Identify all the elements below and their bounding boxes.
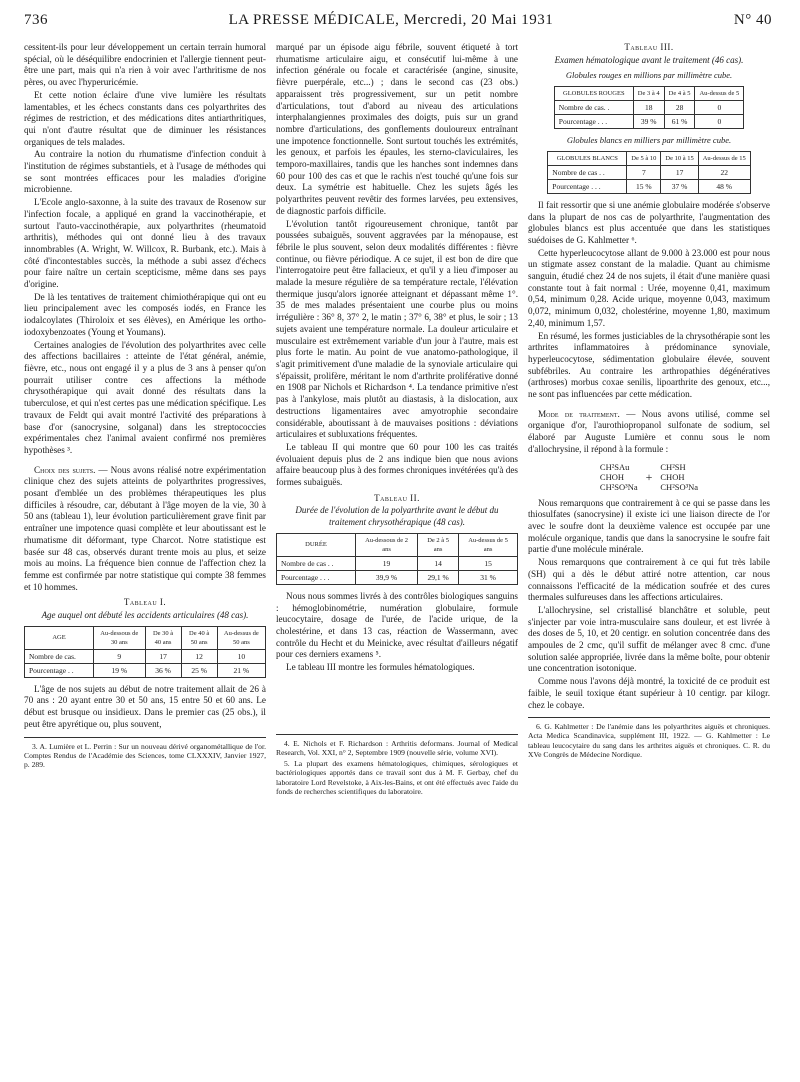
paragraph: L'évolution tantôt rigoureusement chronique, tantôt par poussées subaiguës, souvent aggravées par la ménopause, est fébrile le plus souvent, selon deux modalités différentes : fièvre continue, ou fièvre périodique. A ce sujet, il est bon de dire que l'interrogatoire peut être fallacieux, et qu'il y a lieu d'imposer au malade la mesure régulière de sa température rectale, l'élévation thermique jusqu'alors ignorée atteignant et dépassant même 1°. 35 de mes malades présentaient une courbe plus ou moins irrégulière : 36° 8, 37° 2, le matin ; 37° 6, 38° et plus, le soir ; 13 sujets avaient une température normale. La douleur articulaire et musculaire est extrêmement variable d'un jour à l'autre, mais est plus forte le matin. Au point de vue anatomo-pathologique, il s'agit primitivement d'une maladie de la synoviale articulaire qui s'épaissit, prolifère, méritant le nom d'arthrite proliférative donné en 1908 par Nichols et Richardson ⁴. La tendance primitive n'est pas à l'ankylose, mais plutôt au diastasis, à la dislocation, aux destructions ligamentaires avec amyotrophie secondaire considérable, aboutissant à de mauvaises positions : déviations articulaires et subluxations fréquentes. [276, 218, 518, 440]
table-cell: 14 [418, 556, 459, 570]
table-row [548, 165, 750, 179]
table-cell: 31 % [459, 570, 518, 584]
issue-number: N° 40 [733, 12, 772, 28]
paragraph: L'allochrysine, sel cristallisé blanchâtre et soluble, peut s'injecter par voie intra-musculaire sans douleur, et est livrée à des doses de 5, 10, et 20 centigr. en solution concentrée dans des ampoules de 2 cmc, qu'il suffit de mélanger avec 8 cmc. d'une solution salée appropriée, livrée dans la même boîte, pour obtenir une concentration isotonique. [528, 604, 770, 674]
footnote-divider [528, 717, 770, 718]
table-cell: 22 [698, 165, 750, 179]
table-header: GLOBULES ROUGES [554, 87, 633, 101]
table-row [277, 556, 518, 570]
table-cell: Nombre de cas. [25, 649, 94, 663]
table-row [277, 570, 518, 584]
footnote: 5. La plupart des examens hématologiques, chimiques, sérologiques et bactériologiques apportés dans ce travail sont dus à M. F. Gerbay, chef du laboratoire Lord Revelstoke, à Aix-les-Bains, et ont été effectués avec l'aide du fonds de recherches scientifiques du laboratoire. [276, 759, 518, 796]
section-heading: Mode de traitement. [538, 408, 620, 419]
column-3 [528, 42, 770, 1082]
table-cell: 0 [695, 115, 744, 129]
footnote: 3. A. Lumière et L. Perrin : Sur un nouveau dérivé organométallique de l'or. Comptes Rendus de l'Académie des Sciences, tome CLXXXIV, Janvier 1927, p. 289. [24, 741, 266, 769]
table-cell: Nombre de cas . . [548, 165, 627, 179]
paragraph: Certaines analogies de l'évolution des polyarthrites avec celle des affections bacillaires : atteinte de l'état général, anémie, fièvre, etc., nous ont engagé il y a plus de 3 ans à penser qu'on pourrait utiliser contre ces affections la méthode chrysothérapique qui avait donné des résultats dans la tuberculose, et qui n'est certes pas une médication spécifique. Les travaux de Feldt qui avait montré l'activité des préparations à base d'or (sanocrysine, solganal) dans les streptococcies expérimentales chez l'animal avaient confirmé nos premières hypothèses ³. [24, 339, 266, 455]
table-cell: 10 [217, 649, 265, 663]
footnotes [24, 742, 266, 770]
table-cell: 29,1 % [418, 570, 459, 584]
table-header: Au-dessous de 2 ans [356, 533, 418, 556]
page-number: 736 [24, 12, 48, 28]
table-cell: 17 [145, 649, 181, 663]
table-3a-subtitle: Globules rouges en millions par millimètre cube. [565, 70, 733, 81]
table-row [554, 115, 743, 129]
table-header: De 3 à 4 [633, 87, 664, 101]
table-cell: 0 [695, 101, 744, 115]
table-cell: Pourcentage . . . [277, 570, 356, 584]
footnote-divider [24, 737, 266, 738]
table-header: DURÉE [277, 533, 356, 556]
table-2-title: Tableau II. [374, 492, 420, 503]
table-header: De 40 à 50 ans [181, 626, 217, 649]
table-row [25, 663, 266, 677]
table-cell: 28 [664, 101, 695, 115]
table-cell: 15 % [627, 179, 661, 193]
table-row [554, 101, 743, 115]
table-header: Au-dessous de 30 ans [94, 626, 146, 649]
table-cell: 19 % [94, 663, 146, 677]
paragraph [528, 409, 770, 456]
table-cell: 36 % [145, 663, 181, 677]
table-1-caption: Age auquel ont débuté les accidents articulaires (48 cas). [41, 610, 249, 621]
paragraph: Il fait ressortir que si une anémie globulaire modérée s'observe dans la plupart de nos cas de polyarthrite, l'augmentation des globules blancs est plus accentuée que dans les statistiques suédoises de G. Kahlmetter ⁶. [528, 199, 770, 245]
paragraph: marqué par un épisode aigu fébrile, souvent étiqueté à tort rhumatisme articulaire aigu, et consécutif lui-même à une infection générale ou focale et caractérisée (angine, sinusite, fièvre puerpérale, etc...) ; dans le second cas (23 obs.) apparaissent très progressivement, sur un petit nombre d'articulations, tout d'abord au niveau des articulations interphalangiennes proximales des doigts, puis sur un grand nombre d'articulations, des gonflements douloureux entraînant une impotence fonctionnelle. Sont surtout touchés les extrémités, les genoux, et parfois les épaules, les sterno-claviculaires, les temporo-maxillaires, tandis que les hanches sont indemnes dans 60 pour 100 des cas et que le rachis n'est touché qu'une fois sur deux. La symétrie est habituelle. Chez les sujets âgés les polyarthrites peuvent revêtir des formes larvées, peu extensives, de diagnostic parfois difficile. [276, 42, 518, 216]
footnotes [528, 722, 770, 759]
formula-plus: + [645, 469, 653, 484]
table-cell: 37 % [661, 179, 698, 193]
formula-right [660, 462, 698, 492]
paragraph: Au contraire la notion du rhumatisme d'infection conduit à l'institution de régimes substantiels, et à l'usage de méthodes qui se sont montrées efficaces pour les maladies d'origine microbienne. [24, 149, 266, 195]
table-header: Au-dessus de 50 ans [217, 626, 265, 649]
table-cell: 61 % [664, 115, 695, 129]
paragraph: L'âge de nos sujets au début de notre traitement allait de 26 à 70 ans : 20 ayant entre 30 et 50 ans, 15 entre 50 et 60 ans. Le début est brusque ou insidieux. Dans le premier cas (25 obs.), il peut être apyrétique ou, plus souvent, [24, 683, 266, 729]
table-header-row [277, 533, 518, 556]
formula-line: CHOH [660, 471, 685, 482]
page-header [24, 12, 772, 36]
table-cell: 39 % [633, 115, 664, 129]
footnote-divider [276, 734, 518, 735]
table-header-row [25, 626, 266, 649]
paragraph: Et cette notion éclaire d'une vive lumière les résultats lamentables, et les échecs constants dans ces polyarthrites des régimes de restriction, et des médications dites antiarthritiques, qui n'ont d'autre résultat que de diminuer les résistances organiques de tels malades. [24, 89, 266, 147]
table-3-caption: Examen hématologique avant le traitement (46 cas). [554, 54, 744, 65]
table-cell: 39,9 % [356, 570, 418, 584]
column-1 [24, 42, 266, 1082]
formula-line: CH²SAu [599, 461, 630, 472]
table-cell: 15 [459, 556, 518, 570]
table-2-caption: Durée de l'évolution de la polyarthrite avant le début du traitement chrysothérapique (48 cas). [295, 505, 499, 528]
paragraph: Comme nous l'avons déjà montré, la toxicité de ce produit est faible, le seuil toxique étant supérieur à 10 centigr. par kilogr. chez le cobaye. [528, 676, 770, 710]
article-columns [24, 42, 772, 1082]
table-1-title: Tableau I. [123, 597, 167, 608]
table-cell: 18 [633, 101, 664, 115]
paragraph: Nous nous sommes livrés à des contrôles biologiques sanguins : hémoglobinométrie, numération globulaire, formule leucocytaire, dosage de l'urée, de l'acide urique, de la cholestérine, et dans 13 cas, réaction de Wassermann, avec contrôle du Hecht et du Meinicke, avec résultat d'ailleurs négatif pour ces derniers examens ⁵. [276, 590, 518, 660]
chemical-formula [528, 462, 770, 492]
paragraph-text: — Nous avons réalisé notre expérimentation clinique chez des sujets atteints de polyarthrites progressives, posant d'emblée un des problèmes thérapeutiques les plus difficiles à résoudre, car, débutant à l'âge moyen de la vie, 30 à 50 ans (tableau 1), leur évolution particulièrement grave finit par entraîner une impotence quasi complète et leur aboutissant est le rhumatisme dit déformant, type Charcot. Notre statistique est basée sur 48 cas, observés durant trente mois au plus, et seize mois au moins. La fréquence bien connue de l'affection chez la femme est confirmée par notre statistique qui compte 38 femmes et 10 hommes. [24, 464, 266, 592]
table-1 [24, 626, 266, 678]
paragraph: En résumé, les formes justiciables de la chrysothérapie sont les arthrites inflammatoires à prédominance synoviale, hyperleucocytose, sédimentation globulaire élevée, souvent subfébriles. Au contraire les arthropathies dégénératives (arthroses) morbus coxae senilis, lipoarthrite des genoux, etc..., ne sont pas influencées par cette médication. [528, 330, 770, 400]
table-cell: Pourcentage . . . [548, 179, 627, 193]
formula-line: CHOH [599, 471, 625, 482]
table-cell: 7 [627, 165, 661, 179]
paragraph [24, 465, 266, 594]
footnote: 4. E. Nichols et F. Richardson : Arthritis deformans. Journal of Medical Research, Vol. XXI, n° 2, Septembre 1909 (nouvelle série, volume XVI). [276, 738, 518, 757]
table-3b-subtitle: Globules blancs en milliers par millimètre cube. [566, 135, 732, 146]
formula-line: CH²SH [660, 461, 686, 472]
table-header-row [548, 151, 750, 165]
table-cell: 48 % [698, 179, 750, 193]
formula-line: CH²SO³Na [660, 481, 699, 492]
table-header: Au-dessus de 15 [698, 151, 750, 165]
column-2 [276, 42, 518, 1082]
table-cell: 19 [356, 556, 418, 570]
table-header: De 30 à 40 ans [145, 626, 181, 649]
table-cell: 21 % [217, 663, 265, 677]
footnote: 6. G. Kahlmetter : De l'anémie dans les polyarthrites aiguës et chroniques. Acta Medica Scandinavica, supplément III, 1922. — G. Kahlmetter : Le tableau leucocytaire du sang dans les arthrites aiguës et chroniques. C. R. du XVe Congrès de Médecine Nordique. [528, 722, 770, 759]
table-cell: 9 [94, 649, 146, 663]
table-header: De 2 à 5 ans [418, 533, 459, 556]
formula-left [600, 462, 638, 492]
journal-title: LA PRESSE MÉDICALE, Mercredi, 20 Mai 1931 [228, 12, 554, 28]
table-row [25, 649, 266, 663]
paragraph: Le tableau II qui montre que 60 pour 100 les cas traités évoluaient depuis plus de 2 ans indique bien que nous avions affaire beaucoup plus à des formes chroniques invétérées qu'à des formes subaiguës. [276, 441, 518, 488]
table-cell: 12 [181, 649, 217, 663]
table-cell: Nombre de cas . . [277, 556, 356, 570]
paragraph-text: — Nous avons utilisé, comme sel organique d'or, l'aurothiopropanol sulfonate de sodium, sel élaboré par Auguste Lumière et connu sous le nom d'allochrysine, il répond à la formule : [528, 408, 770, 454]
table-header: De 4 à 5 [664, 87, 695, 101]
table-header: GLOBULES BLANCS [548, 151, 627, 165]
paragraph: cessitent-ils pour leur développement un certain terrain humoral spécial, où le déséquilibre endocrinien et l'allergie tiennent peut-être une part, mais qui n'a rien à voir avec l'arthritisme de nos pères, ou avec l'hyperuricémie. [24, 42, 266, 88]
table-3a [554, 86, 744, 129]
table-header: AGE [25, 626, 94, 649]
table-header: De 5 à 10 [627, 151, 661, 165]
table-cell: Pourcentage . . [25, 663, 94, 677]
table-header-row [554, 87, 743, 101]
table-header: Au-dessus de 5 [695, 87, 744, 101]
paragraph: Le tableau III montre les formules hématologiques. [286, 662, 475, 673]
table-cell: 25 % [181, 663, 217, 677]
table-3-title: Tableau III. [624, 42, 674, 52]
table-header: De 10 à 15 [661, 151, 698, 165]
table-3b [547, 151, 750, 194]
paragraph: Nous remarquons que contrairement à ce qui fut très labile (SH) qui a dès le début attiré notre attention, car nous connaissons l'efficacité de la médication soufrée et des cures thermales sulfureuses dans les affections articulaires. [528, 557, 770, 603]
section-heading: Choix des sujets. [34, 464, 96, 475]
paragraph: Nous remarquons que contrairement à ce qui se passe dans les thiosulfates (sanocrysine) il existe ici une liaison directe de l'or avec le soufre dont la deuxième valence est occupée par une molécule organique, tandis que dans la sanocrysine le soufre fait partie d'une molécule minérale. [528, 497, 770, 555]
table-cell: Pourcentage . . . [554, 115, 633, 129]
footnotes [276, 739, 518, 796]
paragraph: De là les tentatives de traitement chimiothérapique qui ont eu lieu principalement avec les composés iodés, en France les iodalcoylates (Thiroloix et ses élèves), en Amérique les ortho-iodoxybenzoates (Young et Youmans). [24, 291, 266, 337]
paragraph: Cette hyperleucocytose allant de 9.000 à 23.000 est pour nous un stigmate assez constant de la maladie. Quant au chimisme sanguin, étudié chez 24 de nos sujets, il était d'une manière quasi constante tout à fait normal : Urée, moyenne 0,41, maximum 0,54, minimum 0,28. Acide urique, moyenne 0,043, maximum 0,072, minimum 0,032, cholestérine, moyenne 1,80, maximum 2,40, minimum 1,57. [528, 247, 770, 328]
table-cell: 17 [661, 165, 698, 179]
table-header: Au-dessus de 5 ans [459, 533, 518, 556]
formula-line: CH²SO³Na [599, 481, 638, 492]
paragraph: L'Ecole anglo-saxonne, à la suite des travaux de Rosenow sur l'infection focale, a appliqué en grand la vaccinothérapie, et surtout l'auto-vaccinothérapie, aux polyarthrites (rheumatoid arthritis), méthodes qui ont donné lieu à des travaux innombrables (A. Wright, W. Willcox, R. Burbank, etc.). Mais à côté d'incontestables succès, la méthode a subi assez d'échecs pour faire naître un certain scepticisme, même dans ses pays d'origine. [24, 197, 266, 290]
table-cell: Nombre de cas. . [554, 101, 633, 115]
table-row [548, 179, 750, 193]
table-2 [276, 533, 518, 585]
